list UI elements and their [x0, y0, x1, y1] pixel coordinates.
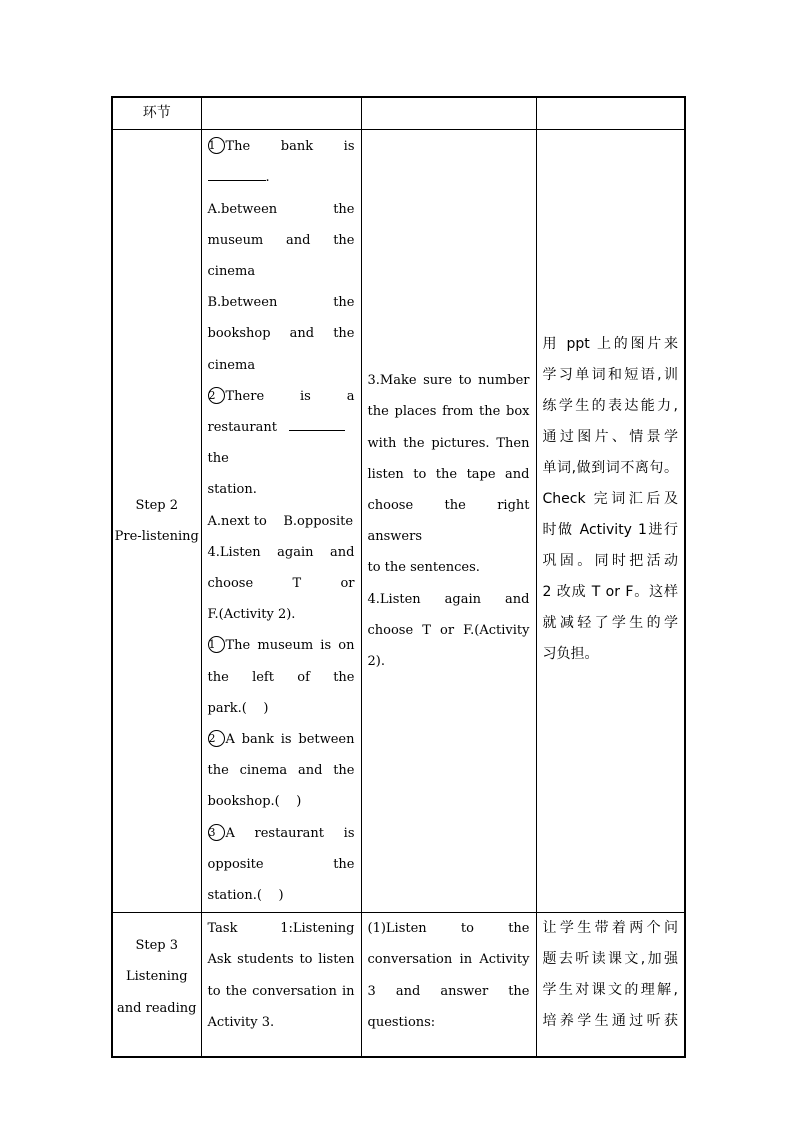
q2-line2: restaurant the	[208, 412, 355, 474]
step2-procedure-line: choose T or F.(Activity	[367, 622, 530, 638]
step3-row	[112, 913, 685, 1058]
step3-purpose-text	[537, 913, 685, 1037]
step2-procedure-line: 4.Listen again and	[367, 591, 530, 607]
step2-purpose-line: 2 改成 T or F。这样	[542, 583, 678, 600]
step2-procedure-line: choose the right answers	[367, 498, 530, 545]
step2-purpose-cell	[536, 130, 685, 913]
step3-stage-line1: Step 3	[135, 938, 179, 954]
step2-purpose-line: 习负担。	[542, 645, 599, 662]
step2-purpose-line: 就减轻了学生的学	[542, 614, 678, 631]
q1-option-b-line1: B.between the	[207, 295, 355, 311]
step3-activities-line: to the conversation in	[207, 983, 355, 999]
answer-blank	[208, 166, 266, 181]
step2-procedure-line: to the sentences.	[367, 560, 480, 576]
circled-number-2: 2	[208, 730, 225, 747]
step2-purpose-line: 巩固。同时把活动	[542, 552, 678, 569]
q1-option-a-line1: A.between the	[207, 201, 355, 217]
step2-purpose-line: 通过图片、情景学	[542, 428, 678, 445]
s3-line1: 3 A restaurant is	[208, 825, 355, 841]
header-cell-2	[201, 97, 361, 130]
step2-procedure-cell	[361, 130, 536, 913]
step3-procedure-text	[362, 913, 536, 1038]
s3-line2: opposite the	[207, 856, 355, 872]
step3-activities-cell	[201, 913, 361, 1058]
q1-option-a-line3: cinema	[207, 264, 256, 280]
s1-line2: the left of the	[207, 669, 355, 685]
step2-row	[112, 130, 685, 913]
step3-purpose-line: 培养学生通过听获	[542, 1013, 678, 1030]
step2-purpose-line: 时做 Activity 1进行	[542, 521, 678, 538]
step2-purpose-text	[537, 329, 685, 670]
step2-purpose-line: Check 完词汇后及	[542, 490, 678, 507]
step2-procedure-line: with the pictures. Then	[367, 435, 530, 451]
s2-line3: bookshop.( )	[207, 794, 302, 810]
step3-procedure-line: questions:	[367, 1014, 436, 1030]
q1-text: The bank is	[225, 139, 355, 155]
s1-line1: 1 The museum is on	[208, 638, 355, 654]
q2-line3: station.	[207, 482, 257, 498]
step2-purpose-line: 练学生的表达能力,	[542, 397, 678, 414]
s2-line1: 2 A bank is between	[208, 732, 355, 748]
step3-activities-line: Task 1:Listening	[207, 921, 355, 937]
q1-option-b-line2: bookshop and the	[207, 326, 355, 342]
circled-number-1: 1	[208, 636, 225, 653]
step3-activities-text	[202, 913, 361, 1038]
step2-procedure-line: 2).	[367, 654, 385, 670]
header-row	[112, 97, 685, 130]
circled-number-2: 2	[208, 387, 225, 404]
step3-stage-cell	[112, 913, 201, 1058]
step3-activities-line: Ask students to listen	[207, 952, 355, 968]
task4-line3: F.(Activity 2).	[207, 607, 296, 623]
step3-procedure-line: 3 and answer the	[367, 983, 530, 999]
step2-purpose-line: 单词,做到词不离句。	[542, 459, 678, 476]
q1-option-a-line2: museum and the	[207, 232, 355, 248]
step2-procedure-line: 3.Make sure to number	[367, 373, 530, 389]
step2-activities-cell	[201, 130, 361, 913]
answer-blank	[289, 416, 345, 431]
step3-procedure-line: conversation in Activity	[367, 952, 530, 968]
step3-activities-line: Activity 3.	[207, 1014, 275, 1030]
step3-procedure-cell	[361, 913, 536, 1058]
task4-line2: choose T or	[207, 576, 355, 592]
step3-purpose-line: 让学生带着两个问	[542, 920, 678, 937]
step2-stage-line2: Pre-listening	[114, 529, 199, 545]
step2-purpose-line: 学习单词和短语,训	[542, 366, 678, 383]
step3-purpose-line: 学生对课文的理解,	[542, 982, 678, 999]
step3-stage-line2: Listening	[125, 969, 188, 985]
step2-procedure-line: the places from the box	[367, 404, 530, 420]
q2-line: 2 There is a	[208, 388, 355, 404]
step2-stage-line1: Step 2	[135, 498, 179, 514]
header-cell-3	[361, 97, 536, 130]
header-cell-stage: 环节	[112, 97, 201, 130]
lesson-plan-table	[111, 96, 686, 1058]
step3-purpose-line: 题去听读课文,加强	[542, 951, 678, 968]
step3-purpose-cell	[536, 913, 685, 1058]
q2-options: A.next to B.opposite	[207, 513, 354, 529]
s2-line2: the cinema and the	[207, 763, 355, 779]
step2-procedure-text	[362, 365, 536, 677]
step2-procedure-line: listen to the tape and	[367, 466, 530, 482]
circled-number-3: 3	[208, 824, 225, 841]
circled-number-1: 1	[208, 137, 225, 154]
q1-line	[208, 131, 355, 162]
step2-purpose-line: 用 ppt 上的图片来	[542, 335, 678, 352]
q1-blank-line: .	[208, 162, 355, 193]
header-cell-4	[536, 97, 685, 130]
step3-procedure-line: (1)Listen to the	[367, 921, 530, 937]
step2-stage-cell	[112, 130, 201, 913]
s3-line3: station.( )	[207, 888, 284, 904]
s1-line3: park.( )	[207, 700, 269, 716]
q1-option-b-line3: cinema	[207, 357, 256, 373]
step3-stage-line3: and reading	[117, 1000, 197, 1016]
task4-line1: 4.Listen again and	[207, 544, 355, 560]
